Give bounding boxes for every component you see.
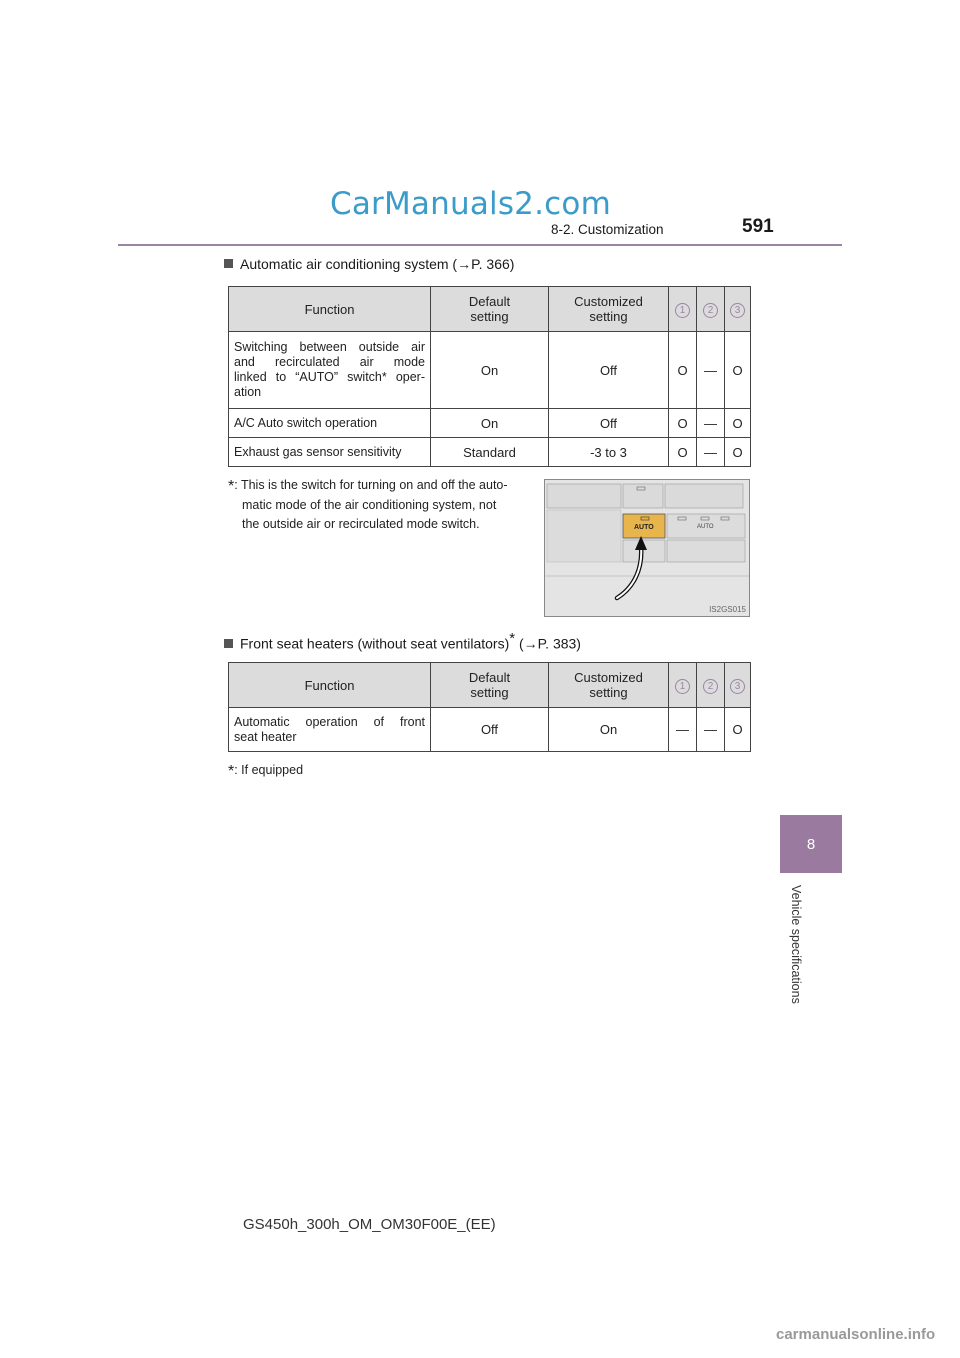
row-function: Exhaust gas sensor sensitivity: [229, 438, 431, 467]
table-seat-heaters: [228, 662, 751, 752]
row-c3: O: [725, 708, 751, 752]
row-customized: Off: [549, 409, 669, 438]
row-function: Switching between outside air and recirculated air mode linked to “AUTO” switch* oper- ation: [229, 332, 431, 409]
table-header-row: [229, 287, 751, 332]
row-default: On: [431, 332, 549, 409]
header-customized: Customized setting: [549, 663, 669, 708]
row-customized: -3 to 3: [549, 438, 669, 467]
header-rule: [118, 244, 842, 246]
header-default: Default setting: [431, 287, 549, 332]
row-default: Off: [431, 708, 549, 752]
header-col-1: 1: [669, 663, 697, 708]
square-bullet-icon: [224, 259, 233, 268]
table-header-row: [229, 663, 751, 708]
header-col-2: 2: [697, 663, 725, 708]
header-customized: Customized setting: [549, 287, 669, 332]
header-col-3: 3: [725, 287, 751, 332]
row-default: On: [431, 409, 549, 438]
square-bullet-icon: [224, 639, 233, 648]
watermark-carmanualsonline: carmanualsonline.info: [776, 1326, 936, 1343]
row-c1: —: [669, 708, 697, 752]
row-c2: —: [697, 332, 725, 409]
figure-auto-button-label: AUTO: [634, 524, 654, 531]
row-customized: Off: [549, 332, 669, 409]
auto-switch-figure: [544, 479, 750, 617]
heading-air-conditioning: Automatic air conditioning system (→P. 366): [224, 256, 514, 272]
row-c1: O: [669, 438, 697, 467]
chapter-tab: 8: [780, 815, 842, 873]
row-c3: O: [725, 409, 751, 438]
row-c2: —: [697, 708, 725, 752]
document-code: GS450h_300h_OM_OM30F00E_(EE): [243, 1216, 496, 1233]
row-c1: O: [669, 409, 697, 438]
table-row: [229, 708, 751, 752]
header-default: Default setting: [431, 663, 549, 708]
table-row: [229, 438, 751, 467]
row-default: Standard: [431, 438, 549, 467]
table-row: [229, 332, 751, 409]
section-title: 8-2. Customization: [551, 222, 664, 237]
chapter-label: Vehicle specifications: [789, 885, 803, 1004]
figure-auto-small-label: AUTO: [697, 524, 714, 530]
footnote-if-equipped: *: If equipped: [228, 763, 304, 780]
row-function: Automatic operation of front seat heater: [229, 708, 431, 752]
table-air-conditioning: [228, 286, 751, 467]
watermark-carmanuals2: CarManuals2.com: [330, 186, 611, 222]
header-col-3: 3: [725, 663, 751, 708]
page-number: 591: [742, 216, 774, 237]
row-c1: O: [669, 332, 697, 409]
footnote-auto-switch: *: This is the switch for turning on and off the auto- matic mode of the air conditioning system, not the outside air or recirculated mode switch.: [228, 478, 508, 531]
row-c3: O: [725, 332, 751, 409]
row-c2: —: [697, 409, 725, 438]
climate-panel-illustration: [545, 480, 750, 617]
header-function: Function: [229, 287, 431, 332]
figure-code: IS2GS015: [709, 605, 746, 614]
heading-seat-heaters: Front seat heaters (without seat ventilators)* (→P. 383): [224, 630, 581, 652]
header-col-1: 1: [669, 287, 697, 332]
header-col-2: 2: [697, 287, 725, 332]
row-function: A/C Auto switch operation: [229, 409, 431, 438]
row-customized: On: [549, 708, 669, 752]
table-row: [229, 409, 751, 438]
row-c3: O: [725, 438, 751, 467]
header-function: Function: [229, 663, 431, 708]
row-c2: —: [697, 438, 725, 467]
